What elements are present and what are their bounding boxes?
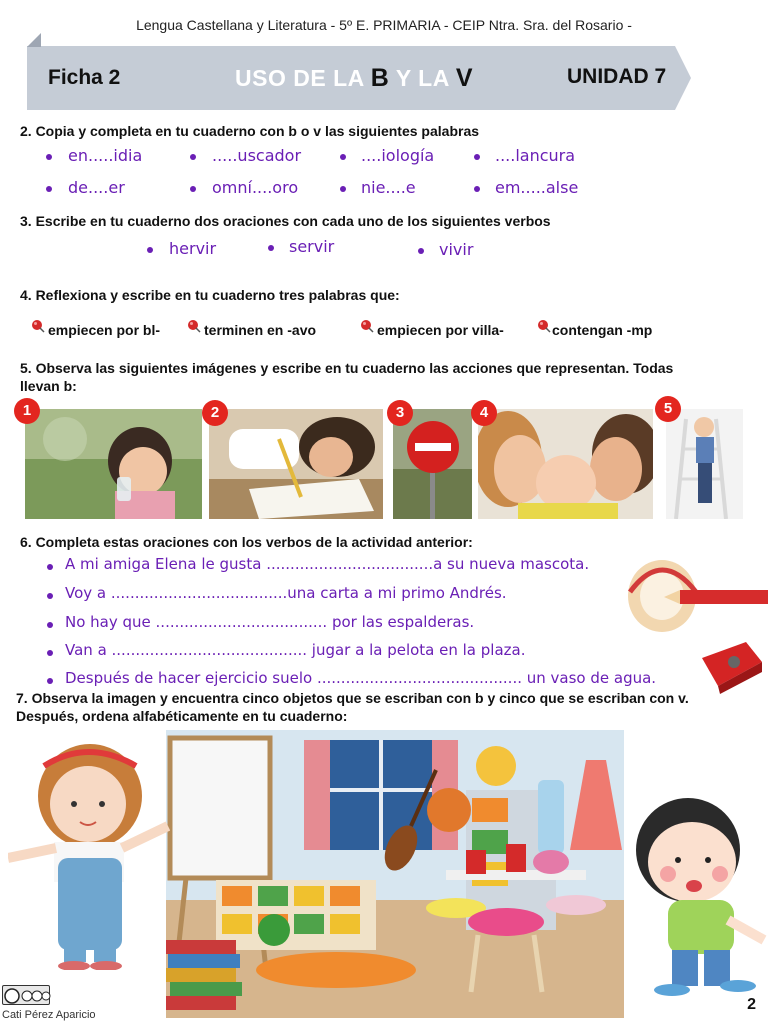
main-title-part2: Y LA: [395, 65, 449, 91]
q2-word: ....lancura: [495, 146, 576, 165]
image-number-badge: 5: [655, 396, 681, 422]
q2-word: de....er: [68, 178, 125, 197]
question-2-title: 2. Copia y completa en tu cuaderno con b o v las siguientes palabras: [20, 123, 480, 139]
image-number-badge: 2: [202, 400, 228, 426]
bullet: [474, 186, 480, 192]
cartoon-boy-illustration: [628, 790, 768, 1000]
banner-fold: [27, 33, 41, 47]
q6-sentence: Van a ......................................... jugar a la pelota en la plaza.: [65, 641, 526, 659]
question-7-line2: Después, ordena alfabéticamente en tu cuaderno:: [16, 708, 348, 724]
page-number: 2: [747, 996, 756, 1013]
question-7-line1: 7. Observa la imagen y encuentra cinco objetos que se escriban con b y cinco que se escriban con v.: [16, 690, 689, 706]
image-number-badge: 3: [387, 400, 413, 426]
q2-word: em.....alse: [495, 178, 579, 197]
pushpin-icon: [537, 319, 551, 333]
bullet: [190, 186, 196, 192]
q2-word: .....uscador: [212, 146, 302, 165]
bullet: [47, 622, 53, 628]
ficha-label: Ficha 2: [48, 66, 121, 89]
pushpin-icon: [187, 319, 201, 333]
sharpener-illustration: [698, 636, 764, 696]
bullet: [268, 245, 274, 251]
photo-parents-kissing-baby: [478, 409, 653, 519]
bullet: [474, 154, 480, 160]
q2-word: omní....oro: [212, 178, 299, 197]
main-title-letter-v: V: [455, 64, 474, 92]
bullet: [418, 248, 424, 254]
q6-sentence: No hay que .................................... por las espalderas.: [65, 613, 475, 631]
bullet: [47, 593, 53, 599]
q2-word: nie....e: [361, 178, 416, 197]
document-header: Lengua Castellana y Literatura - 5º E. PRIMARIA - CEIP Ntra. Sra. del Rosario -: [136, 17, 632, 33]
photo-boy-writing: [209, 409, 383, 519]
pencil-shavings-illustration: [624, 552, 768, 638]
q4-item: terminen en -avo: [204, 322, 317, 338]
photo-child-climbing: [666, 409, 743, 519]
image-number-badge: 4: [471, 400, 497, 426]
q6-sentence: Voy a .....................................una carta a mi primo Andrés.: [65, 584, 507, 602]
bullet: [47, 564, 53, 570]
q3-verb: vivir: [439, 240, 474, 259]
bullet: [340, 154, 346, 160]
unidad-label: UNIDAD 7: [567, 65, 667, 88]
bullet: [147, 247, 153, 253]
main-title-part1: USO DE LA: [235, 65, 364, 91]
bullet: [190, 154, 196, 160]
q2-word: ....iología: [361, 146, 435, 165]
classroom-scene-image: [166, 730, 624, 1018]
q4-item: empiecen por bl-: [48, 322, 161, 338]
image-number-badge: 1: [14, 398, 40, 424]
q2-word: en.....idia: [68, 146, 143, 165]
bullet: [340, 186, 346, 192]
q3-verb: hervir: [169, 239, 217, 258]
q4-item: contengan -mp: [552, 322, 653, 338]
q6-sentence: Después de hacer ejercicio suelo ........................................... un vaso de agua.: [65, 669, 657, 687]
cartoon-girl-illustration: [8, 738, 170, 970]
creative-commons-badge: [2, 985, 50, 1005]
author-credit: Cati Pérez Aparicio: [2, 1009, 96, 1021]
q4-item: empiecen por villa-: [377, 322, 504, 338]
bullet: [47, 678, 53, 684]
bullet: [47, 650, 53, 656]
bullet: [46, 186, 52, 192]
pushpin-icon: [360, 319, 374, 333]
question-6-title: 6. Completa estas oraciones con los verbos de la actividad anterior:: [20, 534, 473, 550]
bullet: [46, 154, 52, 160]
main-title-letter-b: B: [370, 64, 390, 92]
question-4-title: 4. Reflexiona y escribe en tu cuaderno tres palabras que:: [20, 287, 400, 303]
photo-no-entry-sign: [393, 409, 472, 519]
question-5-title: [20, 359, 673, 395]
question-5-line2: llevan b:: [20, 378, 77, 394]
photo-girl-drinking: [25, 409, 202, 519]
q3-verb: servir: [289, 237, 335, 256]
main-title: [235, 64, 473, 93]
q6-sentence: A mi amiga Elena le gusta ...................................a su nueva mascota.: [65, 555, 590, 573]
question-7-title: [16, 689, 689, 725]
question-5-line1: 5. Observa las siguientes imágenes y escribe en tu cuaderno las acciones que representan. Todas: [20, 360, 674, 376]
question-3-title: 3. Escribe en tu cuaderno dos oraciones con cada uno de los siguientes verbos: [20, 213, 551, 229]
pushpin-icon: [31, 319, 45, 333]
